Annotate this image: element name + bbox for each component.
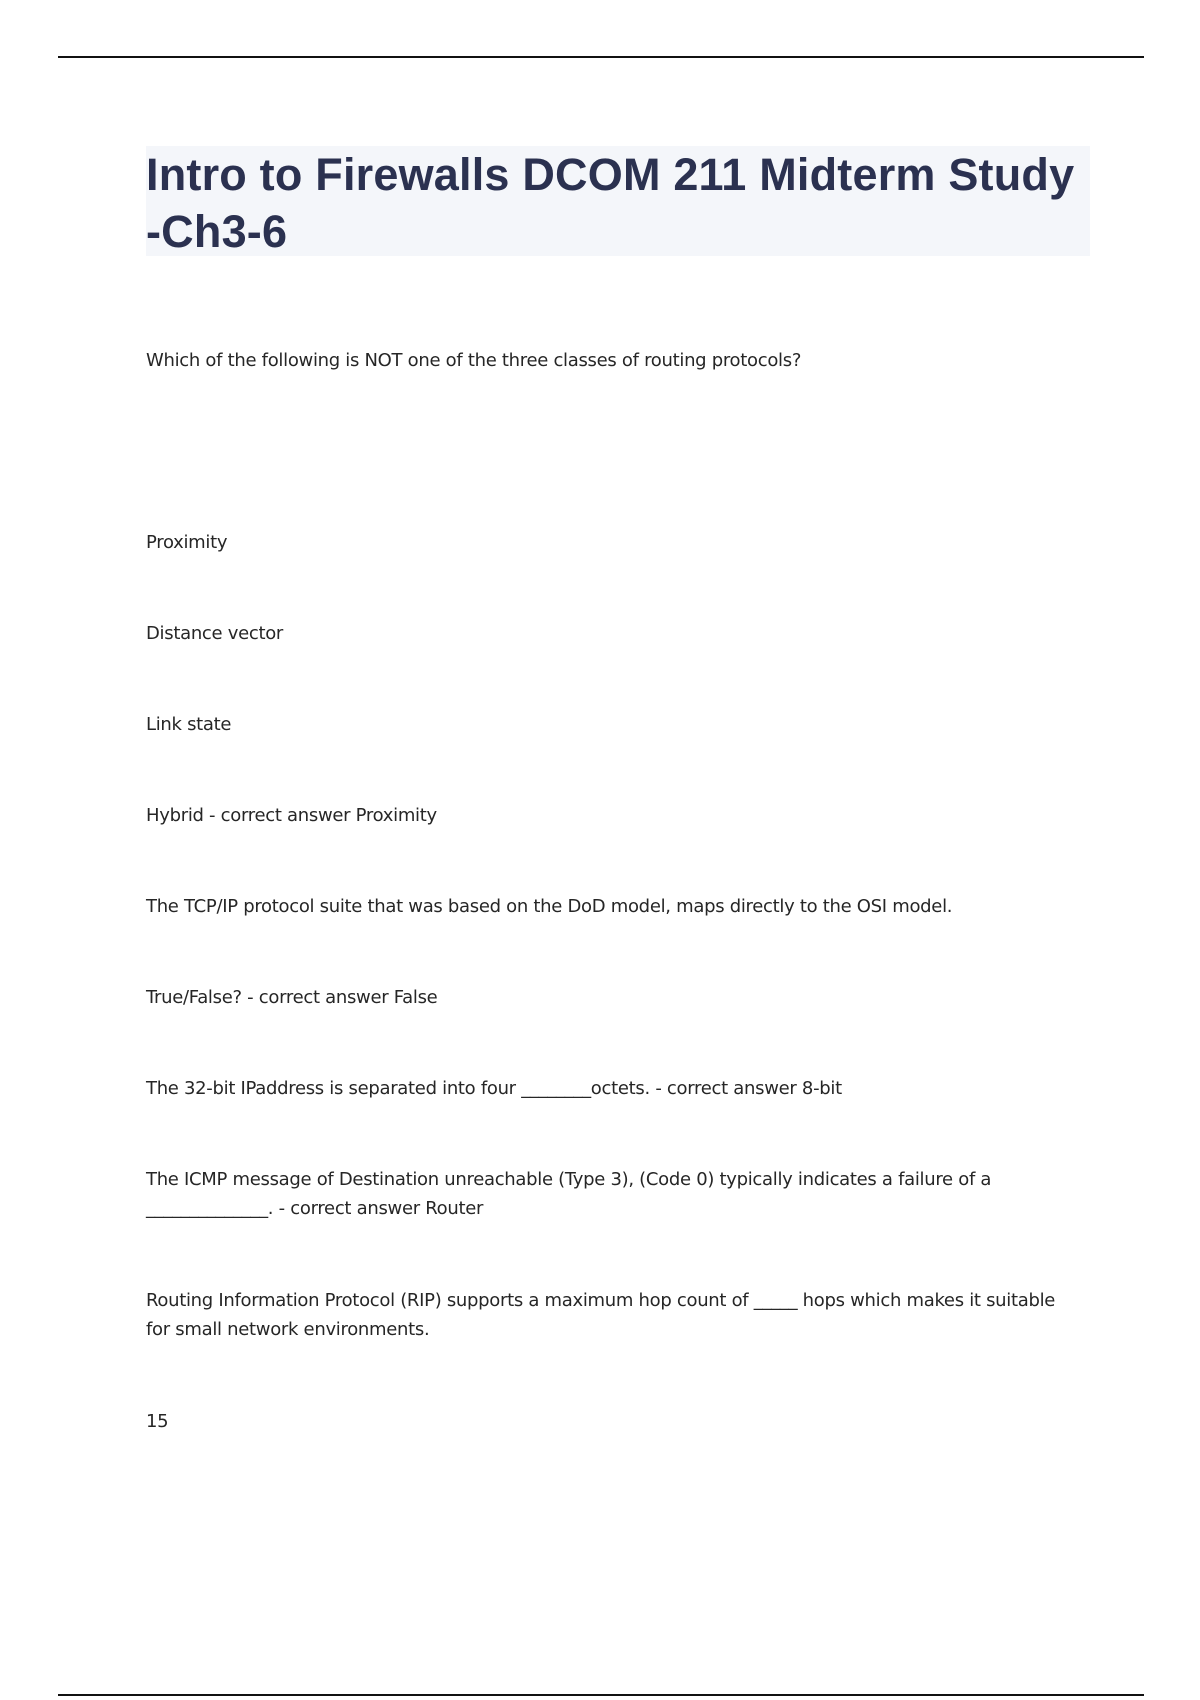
option-hybrid-answer: Hybrid - correct answer Proximity xyxy=(146,805,437,826)
question-icmp-unreachable: The ICMP message of Destination unreachable (Type 3), (Code 0) typically indicates a failure of a ______________. - correct answer Router xyxy=(146,1169,992,1219)
option-distance-vector: Distance vector xyxy=(146,623,284,644)
question-ip-octets: The 32-bit IPaddress is separated into four ________octets. - correct answer 8-bit xyxy=(146,1078,842,1099)
answer-true-false: True/False? - correct answer False xyxy=(146,987,438,1008)
question-tcpip-osi: The TCP/IP protocol suite that was based on the DoD model, maps directly to the OSI model. xyxy=(146,896,953,917)
answer-rip-hop-count: 15 xyxy=(146,1411,169,1432)
top-divider xyxy=(58,56,1144,58)
title-banner xyxy=(146,146,1090,256)
option-link-state: Link state xyxy=(146,714,232,735)
question-routing-classes: Which of the following is NOT one of the three classes of routing protocols? xyxy=(146,350,802,371)
bottom-divider xyxy=(58,1694,1144,1696)
document-title: Intro to Firewalls DCOM 211 Midterm Study -Ch3-6 xyxy=(146,149,1075,257)
option-proximity: Proximity xyxy=(146,532,228,553)
question-rip-hop-count: Routing Information Protocol (RIP) supports a maximum hop count of _____ hops which makes it suitable for small network environments. xyxy=(146,1290,1056,1340)
